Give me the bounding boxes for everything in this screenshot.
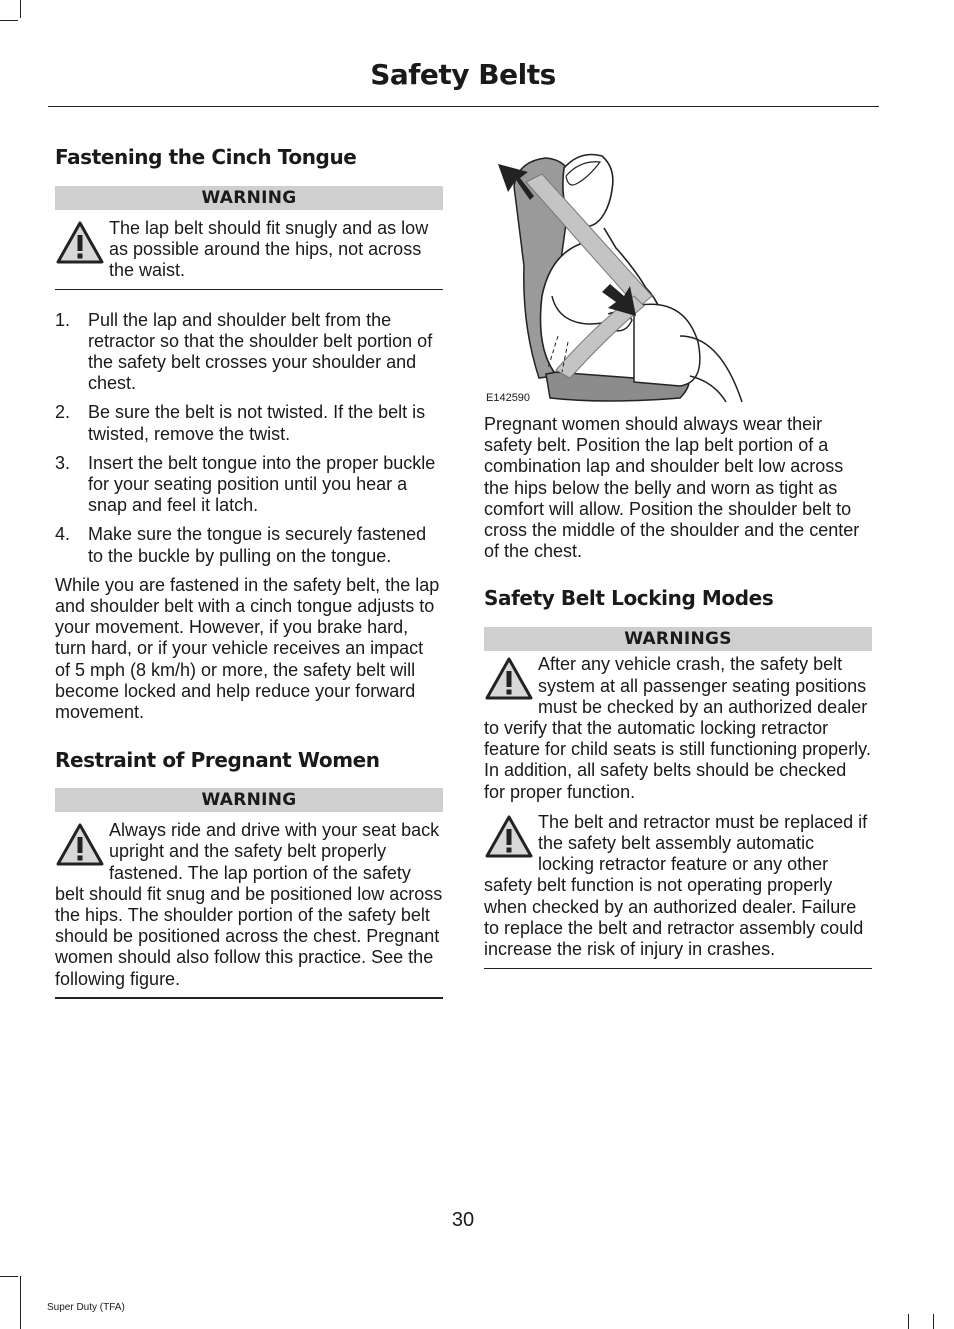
crop-mark — [20, 0, 21, 18]
crop-mark — [20, 1276, 21, 1329]
warning-triangle-icon — [484, 656, 534, 702]
warning-triangle-icon — [55, 822, 105, 868]
warning-block — [55, 820, 443, 990]
crop-mark — [933, 1314, 934, 1329]
figure-code: E142590 — [486, 392, 531, 404]
page-number: 30 — [451, 1209, 475, 1231]
step-number: 3. — [55, 452, 71, 473]
right-column — [484, 146, 872, 969]
warning-end-rule — [484, 968, 872, 969]
warning-block — [55, 218, 443, 282]
step-number: 1. — [55, 309, 71, 330]
warning-text: Always ride and drive with your seat back upright and the safety belt properly fastened. The lap portion of the safety belt should fit snug and be positioned low across the hips. The shoulder portion of the safety belt should be positioned across the chest. Pregnant women should also follow this practice. See the following figure. — [55, 820, 443, 989]
body-paragraph: Pregnant women should always wear their safety belt. Position the lap belt portion of a combination lap and shoulder belt low across the hips below the belly and worn as tight as comfort will allow. Position the shoulder belt to cross the middle of the shoulder and the center of the chest. — [484, 414, 860, 562]
pregnant-woman-belt-illustration — [484, 146, 872, 404]
title-rule — [48, 106, 879, 107]
step-text: Insert the belt tongue into the proper buckle for your seating position until you hear a snap and feel it latch. — [88, 452, 436, 516]
step-number: 4. — [55, 524, 71, 545]
crop-mark — [0, 1276, 18, 1277]
steps-list — [55, 310, 443, 567]
warning-bar: WARNING — [55, 186, 443, 210]
crop-mark — [908, 1314, 909, 1329]
left-column — [55, 143, 443, 999]
page-title: Safety Belts — [370, 58, 556, 91]
warning-block — [484, 654, 872, 802]
warning-text: The lap belt should fit snugly and as low as possible around the hips, not across the waist. — [109, 218, 429, 281]
list-item — [55, 453, 443, 517]
warning-triangle-icon — [484, 814, 534, 860]
step-text: Be sure the belt is not twisted. If the belt is twisted, remove the twist. — [88, 402, 426, 444]
warning-bar: WARNING — [55, 788, 443, 812]
pregnant-woman-belt-figure — [484, 146, 872, 404]
warning-triangle-icon — [55, 220, 105, 266]
list-item — [55, 524, 443, 566]
footer-text: Super Duty (TFA) — [47, 1302, 125, 1313]
section-heading-cinch-tongue: Fastening the Cinch Tongue — [55, 145, 357, 169]
warnings-bar: WARNINGS — [484, 627, 872, 651]
list-item — [55, 402, 443, 444]
step-text: Make sure the tongue is securely fastened to the buckle by pulling on the tongue. — [88, 524, 427, 566]
section-heading-locking-modes: Safety Belt Locking Modes — [484, 586, 774, 611]
warning-end-rule — [55, 997, 443, 999]
step-text: Pull the lap and shoulder belt from the retractor so that the shoulder belt portion of the safety belt crosses your shoulder and chest. — [88, 309, 433, 394]
step-number: 2. — [55, 402, 71, 423]
warning-text: The belt and retractor must be replaced if the safety belt assembly automatic locking retractor feature or any other safety belt function is not operating properly when checked by an authorized dealer. Failure to replace the belt and retractor assembly could increase the risk of injury in crashes. — [484, 811, 868, 960]
list-item — [55, 310, 443, 395]
crop-mark — [0, 20, 18, 21]
body-paragraph: While you are fastened in the safety belt, the lap and shoulder belt with a cinch tongue adjusts to your movement. However, if you brake hard, turn hard, or if your vehicle receives an impact of 5 mph (8 km/h) or more, the safety belt will become locked and help reduce your forward movement. — [55, 574, 440, 723]
section-heading-pregnant-women: Restraint of Pregnant Women — [55, 748, 380, 773]
warning-block — [484, 812, 872, 960]
warning-text: After any vehicle crash, the safety belt system at all passenger seating positions must be checked by an authorized dealer to verify that the automatic locking retractor feature for child seats is still functioning properly. In addition, all safety belts should be checked for proper function. — [484, 654, 871, 802]
